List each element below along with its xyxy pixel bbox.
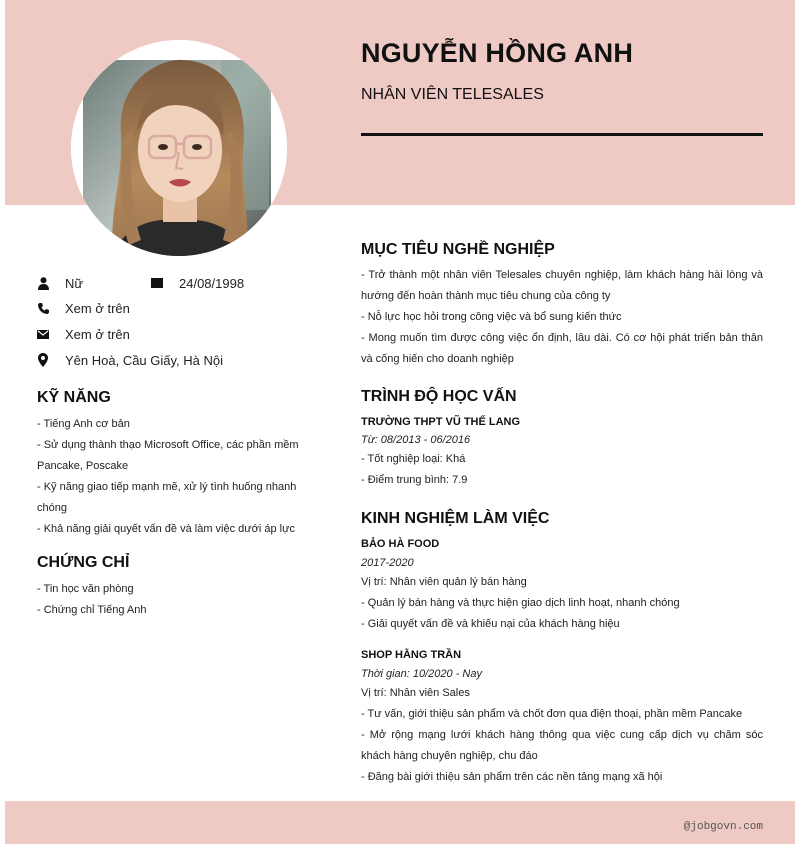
certificates-title: CHỨNG CHỈ: [37, 554, 130, 571]
list-item: - Nỗ lực học hỏi trong công việc và bổ sung kiến thức: [361, 311, 622, 323]
company-name: BẢO HÀ FOOD: [361, 538, 440, 550]
job-position: Vị trí: Nhân viên quản lý bán hàng: [361, 576, 527, 588]
header-divider: [361, 133, 763, 136]
list-item: - Sử dụng thành thạo Microsoft Office, các phần mềm Pancake, Poscake: [37, 439, 299, 472]
education-title: TRÌNH ĐỘ HỌC VẤN: [361, 388, 517, 405]
list-item: - Giải quyết vấn đề và khiếu nại của khách hàng hiệu: [361, 618, 620, 630]
list-item: - Khả năng giải quyết vấn đề và làm việc dưới áp lực: [37, 523, 295, 535]
map-pin-icon: [37, 353, 49, 367]
job-position: Vị trí: Nhân viên Sales: [361, 687, 470, 699]
list-item: - Đăng bài giới thiệu sản phẩm trên các nền tảng mạng xã hội: [361, 771, 663, 783]
address-value: Yên Hoà, Cầu Giấy, Hà Nội: [65, 352, 223, 368]
certificates-list: [37, 579, 300, 621]
avatar: [71, 40, 287, 256]
list-item: - Quản lý bán hàng và thực hiện giao dịch linh hoạt, nhanh chóng: [361, 597, 680, 609]
phone-icon: [37, 301, 49, 315]
candidate-name: NGUYỄN HỒNG ANH: [361, 38, 634, 68]
list-item: - Điểm trung bình: 7.9: [361, 474, 468, 486]
education-block: [361, 415, 763, 491]
gender-row: [37, 274, 83, 292]
list-item: - Trở thành một nhân viên Telesales chuyên nghiệp, làm khách hàng hài lòng và hướng đến hoàn thành mục tiêu chung của công ty: [361, 269, 763, 302]
job-title: NHÂN VIÊN TELESALES: [361, 86, 544, 103]
experience-title: KINH NGHIỆM LÀM VIỆC: [361, 510, 550, 527]
email-value: Xem ở trên: [65, 326, 130, 342]
education-period: Từ: 08/2013 - 06/2016: [361, 434, 471, 446]
list-item: - Mong muốn tìm được công việc ổn định, lâu dài. Có cơ hội phát triển bản thân và cống hiến cho doanh nghiệp: [361, 332, 763, 365]
company-name: SHOP HẰNG TRẦN: [361, 649, 462, 661]
objective-list: [361, 265, 763, 370]
job-period: Thời gian: 10/2020 - Nay: [361, 668, 482, 680]
phone-row: [37, 299, 130, 317]
experience-job-2: [361, 648, 763, 788]
footer-band: [5, 801, 795, 844]
skills-list: [37, 414, 300, 540]
calendar-icon: [151, 276, 163, 290]
list-item: - Tư vấn, giới thiệu sản phẩm và chốt đơn qua điện thoại, phần mềm Pancake: [361, 708, 743, 720]
list-item: - Mở rộng mạng lưới khách hàng thông qua việc cung cấp dịch vụ chăm sóc khách hàng chuyên nghiệp, chu đáo: [361, 729, 763, 762]
list-item: - Tốt nghiệp loại: Khá: [361, 453, 466, 465]
footer-credit: @jobgovn.com: [683, 821, 763, 833]
list-item: - Kỹ năng giao tiếp mạnh mẽ, xử lý tình huống nhanh chóng: [37, 481, 297, 514]
person-icon: [37, 276, 49, 290]
gender-value: Nữ: [65, 275, 84, 291]
email-row: [37, 325, 130, 343]
phone-value: Xem ở trên: [65, 300, 130, 316]
experience-job-1: [361, 537, 763, 635]
school-name: TRƯỜNG THPT VŨ THẾ LANG: [361, 416, 521, 428]
envelope-icon: [37, 327, 49, 341]
list-item: - Chứng chỉ Tiếng Anh: [37, 604, 147, 616]
list-item: - Tin học văn phòng: [37, 583, 134, 595]
profile-photo: [71, 40, 287, 256]
birthday-value: 24/08/1998: [179, 275, 245, 291]
list-item: - Tiếng Anh cơ bản: [37, 418, 130, 430]
address-row: [37, 351, 223, 369]
job-period: 2017-2020: [361, 557, 414, 569]
objective-title: MỤC TIÊU NGHỀ NGHIỆP: [361, 241, 555, 258]
birthday-row: [151, 274, 244, 292]
skills-title: KỸ NĂNG: [37, 389, 111, 406]
